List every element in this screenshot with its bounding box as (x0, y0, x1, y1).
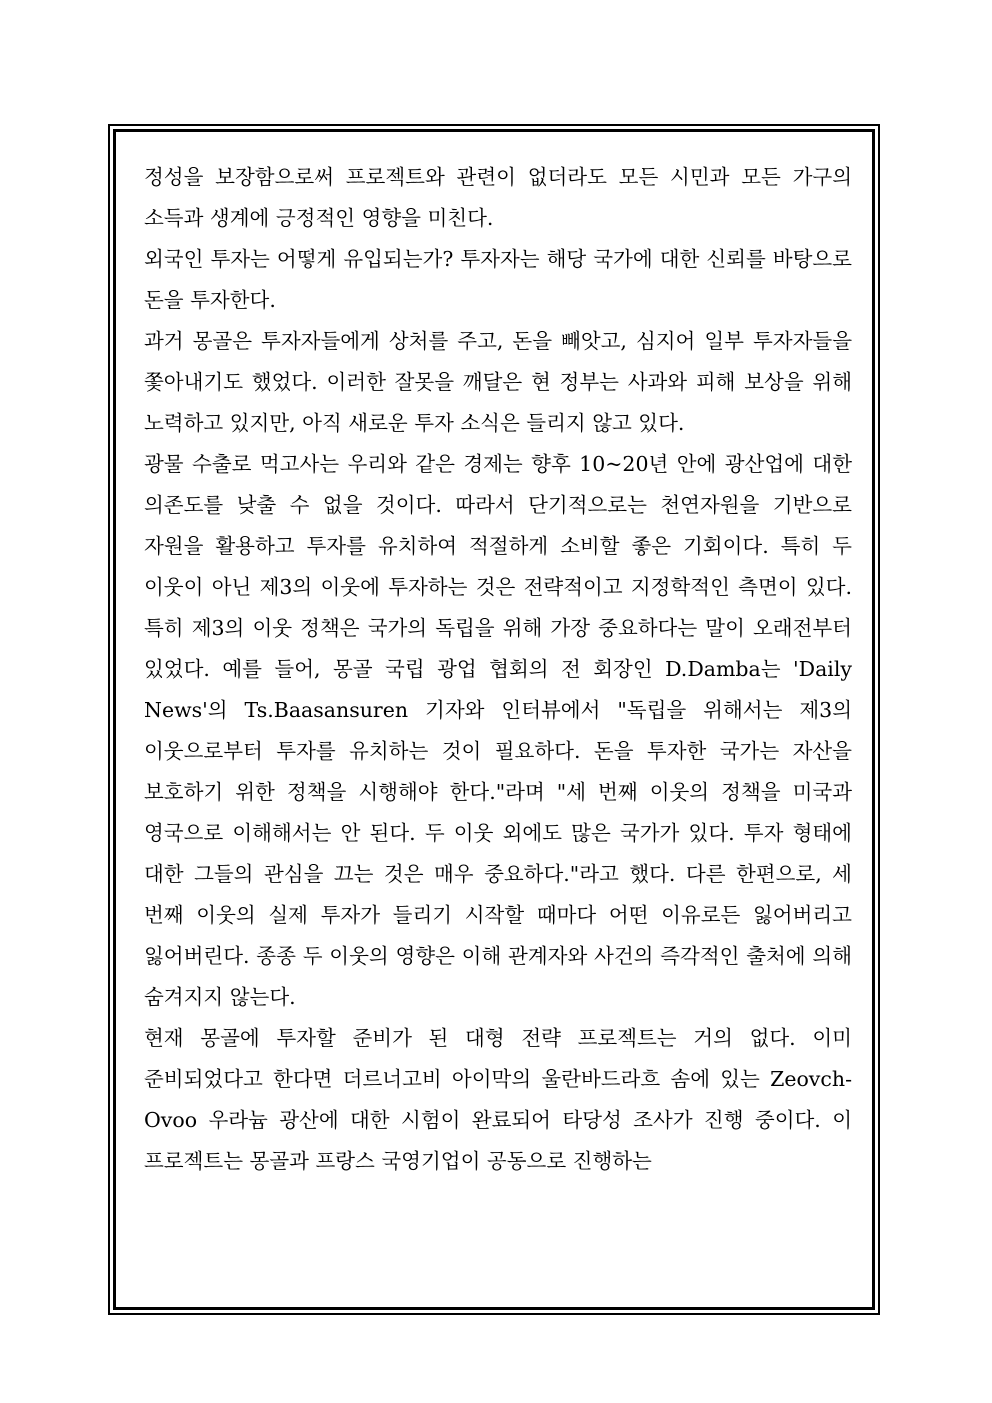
document-body (144, 157, 852, 1182)
paragraph-2: 외국인 투자는 어떻게 유입되는가? 투자자는 해당 국가에 대한 신뢰를 바탕으로 돈을 투자한다. (144, 247, 852, 312)
paragraph-5: 현재 몽골에 투자할 준비가 된 대형 전략 프로젝트는 거의 없다. 이미 준비되었다고 한다면 더르너고비 아이막의 울란바드라흐 솜에 있는 Zeovch-Ovoo 우라늄 광산에 대한 시험이 완료되어 타당성 조사가 진행 중이다. 이 프로젝트는 몽골과 프랑스 국영기업이 공동으로 진행하는 (144, 1026, 852, 1173)
paragraph-1: 정성을 보장함으로써 프로젝트와 관련이 없더라도 모든 시민과 모든 가구의 소득과 생계에 긍정적인 영향을 미친다. (144, 165, 852, 230)
paragraph-3: 과거 몽골은 투자자들에게 상처를 주고, 돈을 빼앗고, 심지어 일부 투자자들을 쫓아내기도 했었다. 이러한 잘못을 깨달은 현 정부는 사과와 피해 보상을 위해 노력하고 있지만, 아직 새로운 투자 소식은 들리지 않고 있다. (144, 329, 852, 435)
paragraph-4: 광물 수출로 먹고사는 우리와 같은 경제는 향후 10~20년 안에 광산업에 대한 의존도를 낮출 수 없을 것이다. 따라서 단기적으로는 천연자원을 기반으로 자원을 활용하고 투자를 유치하여 적절하게 소비할 좋은 기회이다. 특히 두 이웃이 아닌 제3의 이웃에 투자하는 것은 전략적이고 지정학적인 측면이 있다. 특히 제3의 이웃 정책은 국가의 독립을 위해 가장 중요하다는 말이 오래전부터 있었다. 예를 들어, 몽골 국립 광업 협회의 전 회장인 D.Damba는 'Daily News'의 Ts.Baasansuren 기자와 인터뷰에서 "독립을 위해서는 제3의 이웃으로부터 투자를 유치하는 것이 필요하다. 돈을 투자한 국가는 자산을 보호하기 위한 정책을 시행해야 한다."라며 "세 번째 이웃의 정책을 미국과 영국으로 이해해서는 안 된다. 두 이웃 외에도 많은 국가가 있다. 투자 형태에 대한 그들의 관심을 끄는 것은 매우 중요하다."라고 했다. 다른 한편으로, 세 번째 이웃의 실제 투자가 들리기 시작할 때마다 어떤 이유로든 잃어버리고 잃어버린다. 종종 두 이웃의 영향은 이해 관계자와 사건의 즉각적인 출처에 의해 숨겨지지 않는다. (144, 452, 852, 1009)
